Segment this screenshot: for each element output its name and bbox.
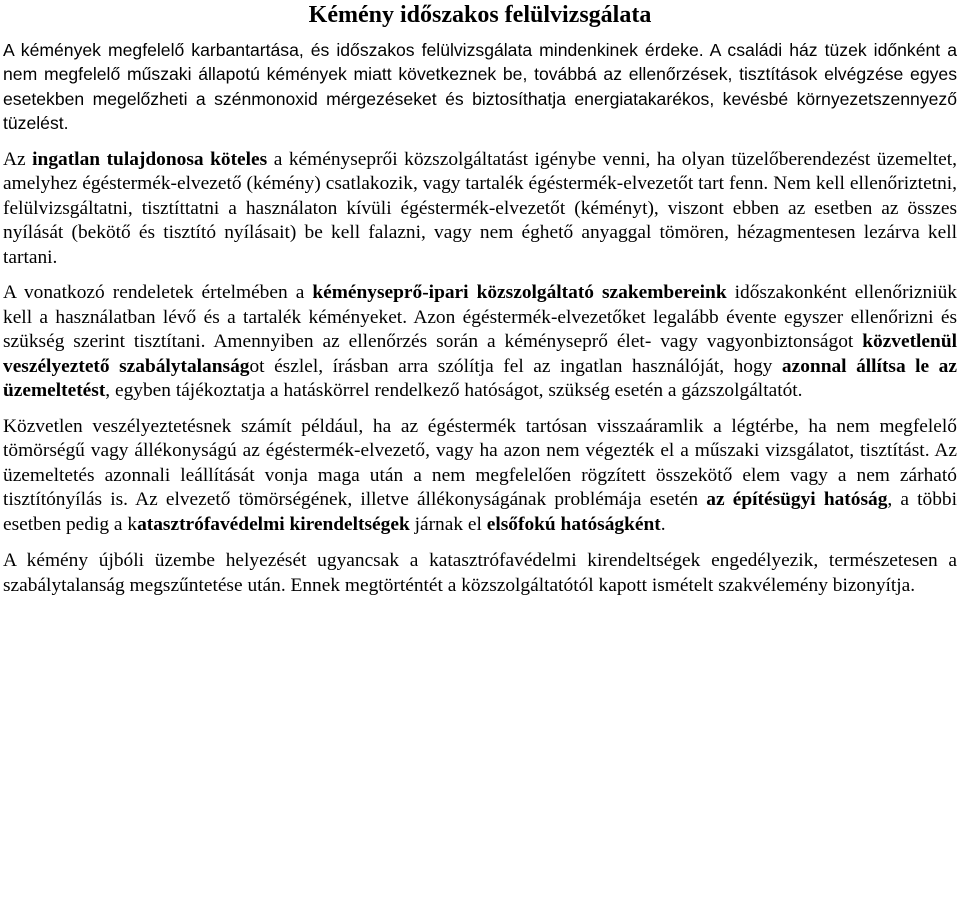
text-span: időszakonként ellenőrizniük kell a használatban lévő és a tartalék kéményeket. Azon égéstermék-elvezetőket legalább évente egyszer ellenőrizni és szükség szerint tisztítani. Amennyiben az ellenőrzés során a kéményseprő élet- vagy vagyonbiztonságot xyxy=(3,282,957,353)
paragraph-inspection xyxy=(3,281,957,404)
text-span: , a többi esetben pedig a k xyxy=(3,489,957,535)
text-span: , egyben tájékoztatja a hatáskörrel rendelkező hatóságot, szükség esetén a gázszolgáltatót. xyxy=(105,380,803,402)
paragraph-direct-danger xyxy=(3,415,957,538)
bold-disaster-offices: atasztrófavédelmi kirendeltségek xyxy=(137,513,410,535)
bold-building-authority: az építésügyi hatóság xyxy=(706,489,888,511)
paragraph-intro: A kémények megfelelő karbantartása, és időszakos felülvizsgálata mindenkinek érdeke. A családi ház tüzek időnként a nem megfelelő műszaki állapotú kémények miatt következnek be, továbbá az ellenőrzések, tisztítások elvégzése egyes esetekben megelőzheti a szénmonoxid mérgezéseket és biztosíthatja energiatakarékos, kevésbé környezetszennyező tüzelést. xyxy=(3,40,957,134)
paragraph-recommissioning: A kémény újbóli üzembe helyezését ugyancsak a katasztrófavédelmi kirendeltségek engedélyezik, természetesen a szabálytalanság megszűntetése után. Ennek megtörténtét a közszolgáltatótól kapott ismételt szakvélemény bizonyítja. xyxy=(3,550,957,596)
bold-direct-danger: közvetlenül veszélyeztető szabálytalanság xyxy=(3,331,957,377)
bold-owner-obliged: ingatlan tulajdonosa köteles xyxy=(32,148,268,170)
bold-stop-operation: azonnal állítsa le az üzemeltetést xyxy=(3,355,957,402)
bold-service-experts: kéményseprő-ipari közszolgáltató szakembereink xyxy=(312,282,727,304)
paragraph-owner-obligation xyxy=(3,148,957,271)
text-span: . xyxy=(660,513,666,535)
document-title: Kémény időszakos felülvizsgálata xyxy=(308,2,652,28)
text-span: Az xyxy=(3,148,33,170)
text-span: járnak el xyxy=(409,513,487,535)
bold-first-instance: elsőfokú hatóságként xyxy=(486,513,661,535)
text-span: Közvetlen veszélyeztetésnek számít például, ha az égéstermék tartósan visszaáramlik a légtérbe, ha nem megfelelő tömörségű vagy állékonyságú az égéstermék-elvezető, vagy ha azon nem végezték el a műszaki vizsgálatot, tisztítást. Az üzemeltetés azonnali leállítását vonja maga után a nem megfelelően rögzített összekötő elem vagy a nem zárható tisztítónyílás is. Az elvezető tömörségének, illetve állékonyságának problémája esetén xyxy=(3,415,957,511)
text-span: A vonatkozó rendeletek értelmében a xyxy=(3,282,313,304)
text-span: a kéményseprői közszolgáltatást igénybe venni, ha olyan tüzelőberendezést üzemeltet, amelyhez égéstermék-elvezető (kémény) csatlakozik, vagy tartalék égéstermék-elvezetőt tart fenn. Nem kell ellenőriztetni, felülvizsgáltatni, tisztíttatni a használaton kívüli égéstermék-elvezetőt (kéményt), viszont ebben az esetben az összes nyílását (bekötő és tisztító nyílásait) be kell falazni, vagy nem éghető anyaggal tömören, hézagmentesen lezárva kell tartani. xyxy=(3,148,958,268)
text-span: ot észlel, írásban arra szólítja fel az ingatlan használóját, hogy xyxy=(249,355,782,377)
